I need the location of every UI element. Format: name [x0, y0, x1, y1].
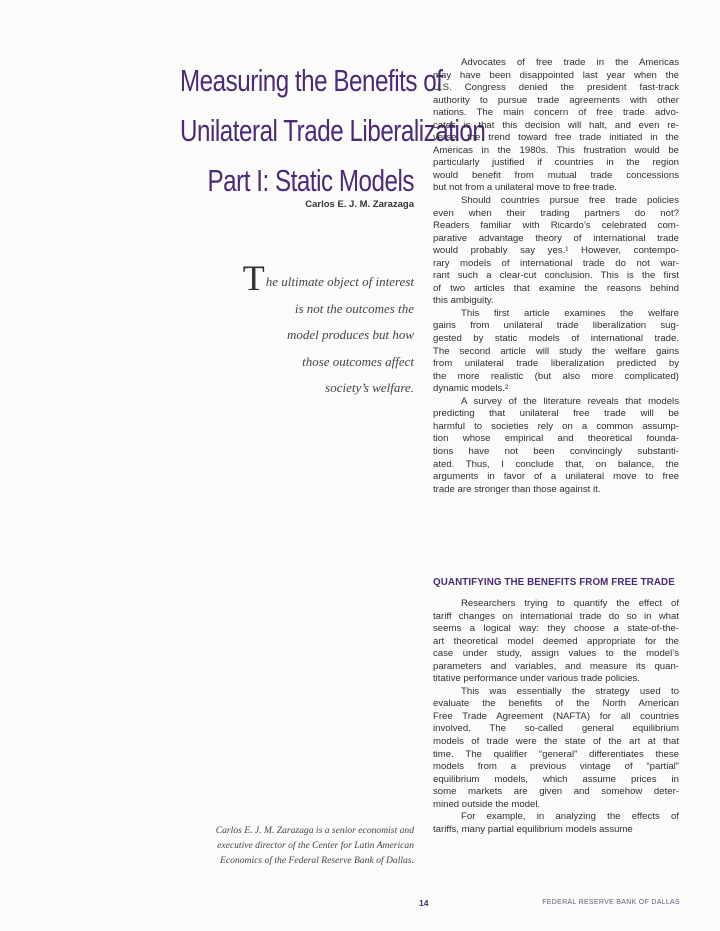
bio-line: executive director of the Center for Latin American: [217, 840, 414, 851]
pull-quote-line: society’s welfare.: [325, 380, 414, 395]
body-line: Advocates of free trade in the Americas: [461, 57, 679, 68]
pull-quote-line: The ultimate object of interest: [242, 258, 414, 298]
body-line: parative advantage theory of international trade: [433, 232, 679, 244]
body-line: but not from a unilateral move to free trade.: [433, 182, 617, 194]
body-line: would probably say yes.¹ However, contempo-: [433, 245, 679, 257]
body-line: models of trade were the state of the art at that: [433, 736, 679, 748]
body-line: U.S. Congress denied the president fast-track: [433, 82, 679, 94]
body-line: predicting that unilateral free trade will be: [433, 408, 679, 420]
body-line: seems a logical way: they choose a state-of-the-: [433, 623, 679, 635]
body-line: equilibrium models, which assume prices in: [433, 773, 679, 785]
body-line: verse, the trend toward free trade initiated in the: [433, 132, 679, 144]
body-column-intro: [433, 57, 679, 496]
section-heading: QUANTIFYING THE BENEFITS FROM FREE TRADE: [433, 577, 675, 588]
body-paragraph: [433, 308, 679, 396]
body-line: even when their trading partners do not?: [433, 207, 679, 219]
body-line: mined outside the model.: [433, 798, 541, 810]
body-line: cates is that this decision will halt, and even re-: [433, 119, 679, 131]
pull-quote-line: is not the outcomes the: [294, 300, 414, 316]
body-paragraph: [433, 686, 679, 811]
body-column-section: [433, 598, 679, 836]
body-line: may have been disappointed last year when the: [433, 69, 679, 81]
body-line: gains from unilateral trade liberalization sug-: [433, 320, 679, 332]
body-line: harmful to societies rely on a common assump-: [433, 420, 679, 432]
body-line: tariff changes on international trade do so in what: [433, 610, 679, 622]
body-line: time. The qualifier “general” differentiates these: [433, 748, 679, 760]
body-line: evaluate the benefits of the North American: [433, 698, 679, 710]
body-line: trade are stronger than those against it.: [433, 483, 601, 495]
body-line: this ambiguity.: [433, 295, 494, 307]
drop-cap: T: [242, 258, 265, 298]
body-line: from unilateral trade liberalization predicted by: [433, 358, 679, 370]
body-line: tions have not been convincingly substanti-: [433, 445, 679, 457]
pull-quote-line: model produces but how: [287, 327, 414, 342]
body-line: nations. The main concern of free trade advo-: [433, 107, 679, 119]
title-line: Measuring the Benefits of: [180, 63, 443, 98]
body-line: art theoretical model deemed appropriate for the: [433, 635, 679, 647]
body-line: This was essentially the strategy used to: [461, 685, 679, 697]
page-number: 14: [419, 898, 429, 908]
body-line: Readers familiar with Ricardo’s celebrated com-: [433, 220, 679, 232]
body-line: rary models of international trade do not war-: [433, 257, 679, 269]
body-line: some markets are given and somehow deter-: [433, 786, 679, 798]
body-line: dynamic models.²: [433, 383, 509, 395]
body-line: Should countries pursue free trade policies: [461, 195, 679, 207]
body-line: models from a previous vintage of “partial”: [433, 761, 679, 773]
body-line: authority to pursue trade agreements with other: [433, 94, 679, 106]
body-line: For example, in analyzing the effects of: [461, 811, 679, 823]
article-title: [114, 56, 486, 206]
body-line: ated. Thus, I conclude that, on balance, the: [433, 458, 679, 470]
body-paragraph: [433, 396, 679, 496]
body-line: involved. The so-called general equilibrium: [433, 723, 679, 735]
body-paragraph: [433, 195, 679, 308]
body-line: Researchers trying to quantify the effect of: [461, 598, 679, 609]
body-line: would benefit from mutual trade concessions: [433, 169, 679, 181]
body-paragraph: [433, 598, 679, 686]
footer-publisher: FEDERAL RESERVE BANK OF DALLAS: [542, 899, 680, 906]
pull-quote-line: those outcomes affect: [302, 353, 414, 369]
body-line: of two articles that examine the reasons behind: [433, 282, 679, 294]
body-line: The second article will study the welfare gains: [433, 345, 679, 357]
body-line: the more realistic (but also more complicated): [433, 370, 679, 382]
body-line: parameters and variables, and measure its quan-: [433, 660, 679, 672]
body-line: Free Trade Agreement (NAFTA) for all countries: [433, 710, 679, 722]
body-line: case under study, assign values to the model’s: [433, 648, 679, 660]
pull-quote: [184, 258, 414, 402]
body-line: tion whose empirical and theoretical founda-: [433, 433, 679, 445]
title-line: Unilateral Trade Liberalization: [180, 113, 486, 148]
body-line: arguments in favor of a unilateral move to free: [433, 471, 679, 483]
author-bio: [174, 823, 414, 868]
author-byline: Carlos E. J. M. Zarazaga: [305, 199, 414, 210]
body-line: Americas in the 1980s. This frustration would be: [433, 144, 679, 156]
bio-line: Carlos E. J. M. Zarazaga is a senior economist and: [215, 825, 414, 836]
body-line: rant such a clear-cut conclusion. This is the first: [433, 270, 679, 282]
body-paragraph: [433, 57, 679, 195]
body-line: A survey of the literature reveals that models: [461, 395, 679, 407]
body-line: titative performance under various trade policies.: [433, 673, 640, 685]
title-line: Part I: Static Models: [207, 163, 414, 198]
body-line: This first article examines the welfare: [461, 307, 679, 319]
body-line: gested by static models of international trade.: [433, 333, 679, 345]
body-line: particularly justified if countries in the region: [433, 157, 679, 169]
body-paragraph: [433, 811, 679, 836]
bio-line: Economics of the Federal Reserve Bank of Dallas.: [220, 855, 414, 866]
body-line: tariffs, many partial equilibrium models assume: [433, 823, 633, 835]
